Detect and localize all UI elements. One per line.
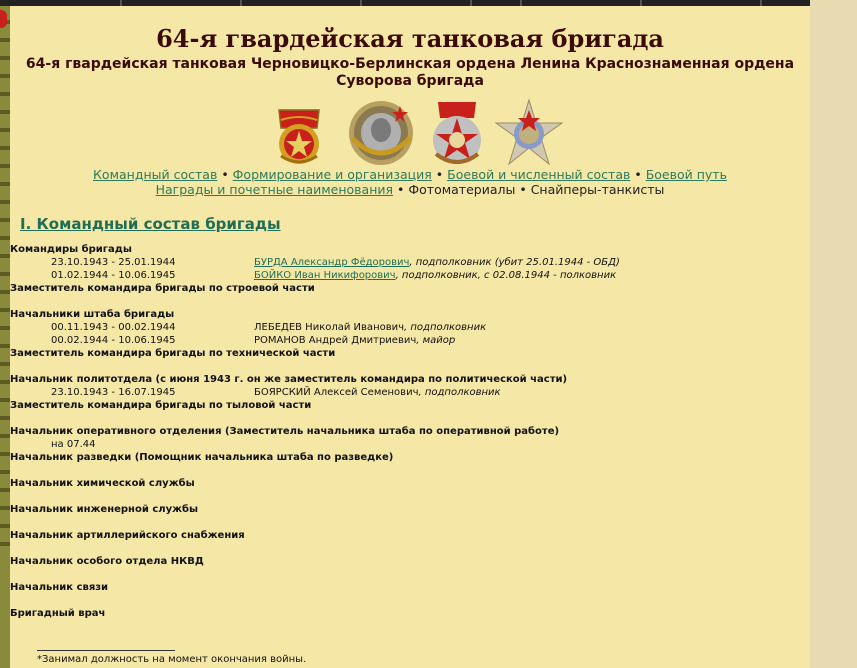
spacer [10,542,810,555]
left-nav-item[interactable] [0,330,10,348]
page-subtitle: 64-я гвардейская танковая Черновицко-Берлинская ордена Ленина Краснознаменная ордена Суворова бригада [25,56,795,89]
left-nav-item[interactable] [0,42,10,60]
left-nav-item[interactable] [0,276,10,294]
officer-info [254,269,616,282]
left-nav-item[interactable] [0,222,10,240]
officer-rank: , подполковник [404,322,487,333]
role-title: Начальник разведки (Помощник начальника штаба по разведке) [10,452,394,463]
order-of-red-banner-icon [428,98,486,168]
left-nav-item[interactable] [0,60,10,78]
left-nav-item[interactable] [0,114,10,132]
officer-note: с 02.08.1944 - полковник [484,270,617,281]
spacer [10,464,810,477]
right-margin [810,0,857,668]
service-dates: 01.02.1944 - 10.06.1945 [51,270,176,281]
role-title: Заместитель командира бригады по строевой части [10,283,315,294]
officer-info [254,256,620,269]
officer-row [10,321,810,334]
officer-name: РОМАНОВ Андрей Дмитриевич [254,335,417,346]
officer-row [10,386,810,399]
main-content [10,6,810,668]
left-nav-item[interactable] [0,510,10,528]
role-title: Бригадный врач [10,608,106,619]
menu-photos: Фотоматериалы [408,182,516,197]
left-nav-item[interactable] [0,384,10,402]
order-of-suvorov-icon [494,98,564,168]
command-staff-list [10,243,810,620]
officer-name[interactable]: БОЙКО Иван Никифорович [254,270,396,281]
page-title: 64-я гвардейская танковая бригада [156,24,664,53]
role-title: Начальник инженерной службы [10,504,199,515]
officer-name[interactable]: БУРДА Александр Фёдорович [254,257,410,268]
left-nav-item[interactable] [0,78,10,96]
service-dates: 00.11.1943 - 00.02.1944 [51,322,176,333]
service-dates: на 07.44 [51,439,96,450]
section-menu: Командный состав • Формирование и организация • Боевой и численный состав • Боевой путь Награды и почетные наименования • Фотоматериалы • Снайперы-танкисты [93,167,727,197]
role-title: Заместитель командира бригады по тыловой части [10,400,312,411]
role-title: Заместитель командира бригады по технической части [10,348,336,359]
left-nav-item[interactable] [0,96,10,114]
officer-row [10,334,810,347]
left-nav-item[interactable] [0,240,10,258]
menu-awards[interactable]: Награды и почетные наименования [155,182,394,197]
spacer [10,516,810,529]
menu-combat-path[interactable]: Боевой путь [645,167,727,182]
role-title: Начальники штаба бригады [10,309,175,320]
menu-command-staff[interactable]: Командный состав [93,167,218,182]
section-heading[interactable]: I. Командный состав бригады [20,215,281,233]
officer-info [254,386,501,399]
role-title: Начальник связи [10,582,109,593]
left-nav-item[interactable] [0,348,10,366]
left-nav-item[interactable] [0,132,10,150]
officer-name: ЛЕБЕДЕВ Николай Иванович [254,322,405,333]
order-of-lenin-icon [348,98,414,168]
left-nav-item[interactable] [0,168,10,186]
left-nav-item[interactable] [0,312,10,330]
spacer [10,594,810,607]
menu-combat-strength[interactable]: Боевой и численный состав [447,167,631,182]
left-navigation-strip [0,6,10,668]
medals-row [273,98,558,168]
role-title: Начальник оперативного отделения (Заместитель начальника штаба по оперативной работе) [10,426,560,437]
officer-row [10,438,810,451]
role-title: Начальник артиллерийского снабжения [10,530,245,541]
left-nav-item[interactable] [0,420,10,438]
officer-rank: , подполковник [409,257,492,268]
left-nav-item[interactable] [0,294,10,312]
footnote: *Занимал должность на момент окончания войны. [37,654,307,665]
officer-rank: , подполковник, [395,270,485,281]
service-dates: 23.10.1943 - 16.07.1945 [51,387,176,398]
footnote-divider [37,650,175,651]
left-nav-item[interactable] [0,474,10,492]
officer-note: (убит 25.01.1944 - ОБД) [491,257,620,268]
left-nav-item[interactable] [0,492,10,510]
spacer [10,412,810,425]
role-title: Начальник особого отдела НКВД [10,556,204,567]
left-nav-item[interactable] [0,186,10,204]
left-nav-item[interactable] [0,204,10,222]
officer-info [254,334,455,347]
role-title: Начальник химической службы [10,478,195,489]
left-nav-item[interactable] [0,438,10,456]
left-nav-item[interactable] [0,258,10,276]
spacer [10,490,810,503]
menu-snipers: Снайперы-танкисты [530,182,665,197]
service-dates: 23.10.1943 - 25.01.1944 [51,257,176,268]
left-nav-item[interactable] [0,402,10,420]
spacer [10,568,810,581]
left-nav-item[interactable] [0,528,10,546]
left-nav-marker [0,10,7,28]
left-nav-item[interactable] [0,366,10,384]
role-title: Начальник политотдела (с июня 1943 г. он же заместитель командира по политической части) [10,374,568,385]
officer-row [10,269,810,282]
spacer [10,360,810,373]
officer-name: БОЯРСКИЙ Алексей Семенович [254,387,419,398]
officer-info [254,321,486,334]
left-nav-item[interactable] [0,150,10,168]
service-dates: 00.02.1944 - 10.06.1945 [51,335,176,346]
role-title: Командиры бригады [10,244,132,255]
officer-rank: , подполковник [418,387,501,398]
left-nav-item[interactable] [0,456,10,474]
spacer [10,295,810,308]
guards-badge-icon [273,98,325,168]
menu-formation[interactable]: Формирование и организация [232,167,432,182]
officer-rank: , майор [416,335,456,346]
officer-row [10,256,810,269]
